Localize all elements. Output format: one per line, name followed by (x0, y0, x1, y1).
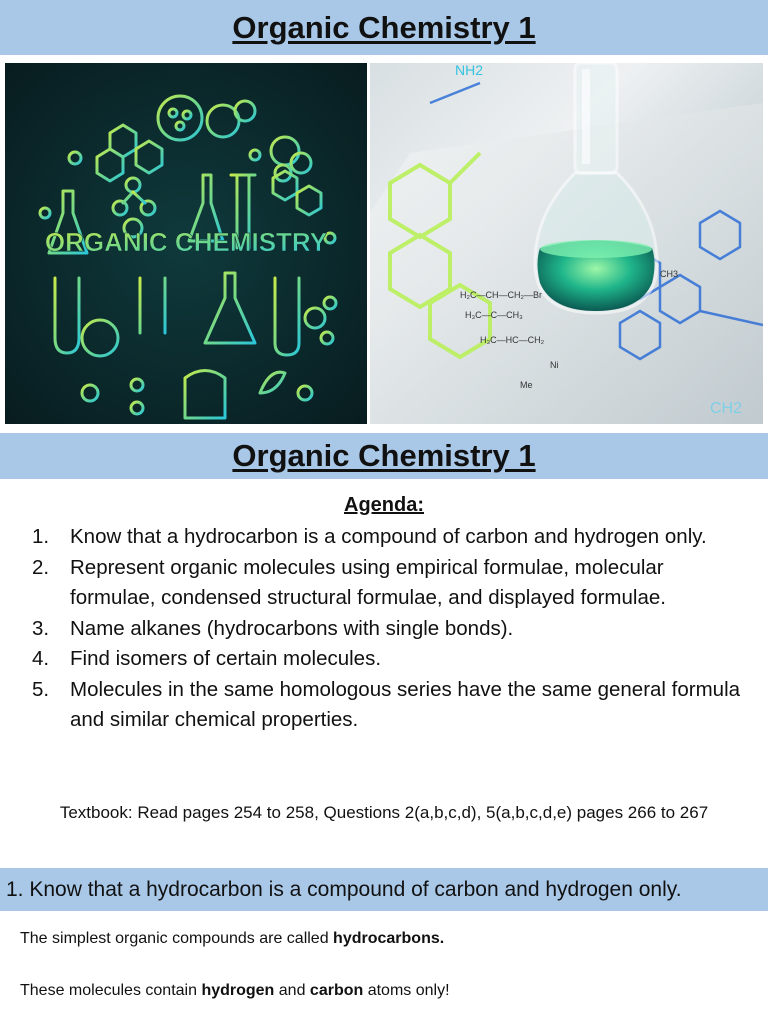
label-ch2: CH2 (710, 400, 743, 417)
agenda-item (32, 553, 752, 614)
agenda-item-text: Represent organic molecules using empirical formulae, molecular formulae, condensed structural formulae, and displayed formulae. (70, 555, 666, 609)
agenda-item-number: 3. (32, 616, 50, 640)
page-title: Organic Chemistry 1 (232, 9, 536, 45)
paragraph-text: atoms only! (363, 982, 450, 999)
bold-term: carbon (309, 982, 364, 999)
label-nh2: NH2 (455, 63, 484, 78)
bold-term: hydrocarbons. (333, 930, 445, 947)
flask-graphic (370, 63, 763, 424)
svg-text:Me: Me (520, 380, 533, 390)
label-ch3: CH3 (660, 269, 679, 279)
svg-text:H₃C—C—CH₃: H₃C—C—CH₃ (465, 310, 523, 320)
bold-term: hydrogen (201, 982, 275, 999)
agenda-list (32, 522, 752, 736)
topic-title: 1. Know that a hydrocarbon is a compound of carbon and hydrogen only. (6, 877, 682, 901)
paragraph-text: The simplest organic compounds are called (20, 930, 334, 947)
paragraph-text: These molecules contain (20, 982, 202, 999)
agenda-item-text: Name alkanes (hydrocarbons with single bonds). (70, 616, 514, 640)
agenda-item (32, 522, 752, 553)
agenda-item-number: 2. (32, 555, 50, 579)
flask-photo (370, 63, 763, 424)
agenda-item (32, 644, 752, 675)
section-title: Organic Chemistry 1 (232, 438, 536, 473)
title-band (0, 0, 768, 55)
svg-text:H₃C—HC—CH₂: H₃C—HC—CH₂ (480, 335, 545, 345)
paragraph-text: and (274, 982, 310, 999)
agenda-heading: Agenda: (344, 494, 424, 516)
textbook-reference: Textbook: Read pages 254 to 258, Questions 2(a,b,c,d), 5(a,b,c,d,e) pages 266 to 267 (59, 803, 709, 822)
agenda-item (32, 614, 752, 645)
paragraph-hydrocarbons (20, 930, 444, 948)
agenda-item-number: 1. (32, 525, 50, 548)
agenda-item-text: Know that a hydrocarbon is a compound of carbon and hydrogen only. (70, 525, 707, 548)
illustration-caption: ORGANIC CHEMISTRY (44, 227, 328, 257)
agenda-item (32, 675, 752, 736)
organic-chemistry-illustration (5, 63, 367, 424)
label-ni: Ni (550, 360, 559, 370)
agenda-item-number: 5. (32, 677, 50, 701)
section-band (0, 433, 768, 479)
agenda-item-text: Molecules in the same homologous series have the same general formula and similar chemical properties. (70, 677, 741, 731)
agenda-item-text: Find isomers of certain molecules. (70, 647, 382, 670)
lab-icons-graphic (5, 63, 367, 424)
paragraph-atoms (20, 982, 450, 1000)
topic-band (0, 868, 768, 911)
svg-text:H₂C—CH—CH₂—Br: H₂C—CH—CH₂—Br (460, 290, 542, 300)
agenda-item-number: 4. (32, 647, 50, 670)
